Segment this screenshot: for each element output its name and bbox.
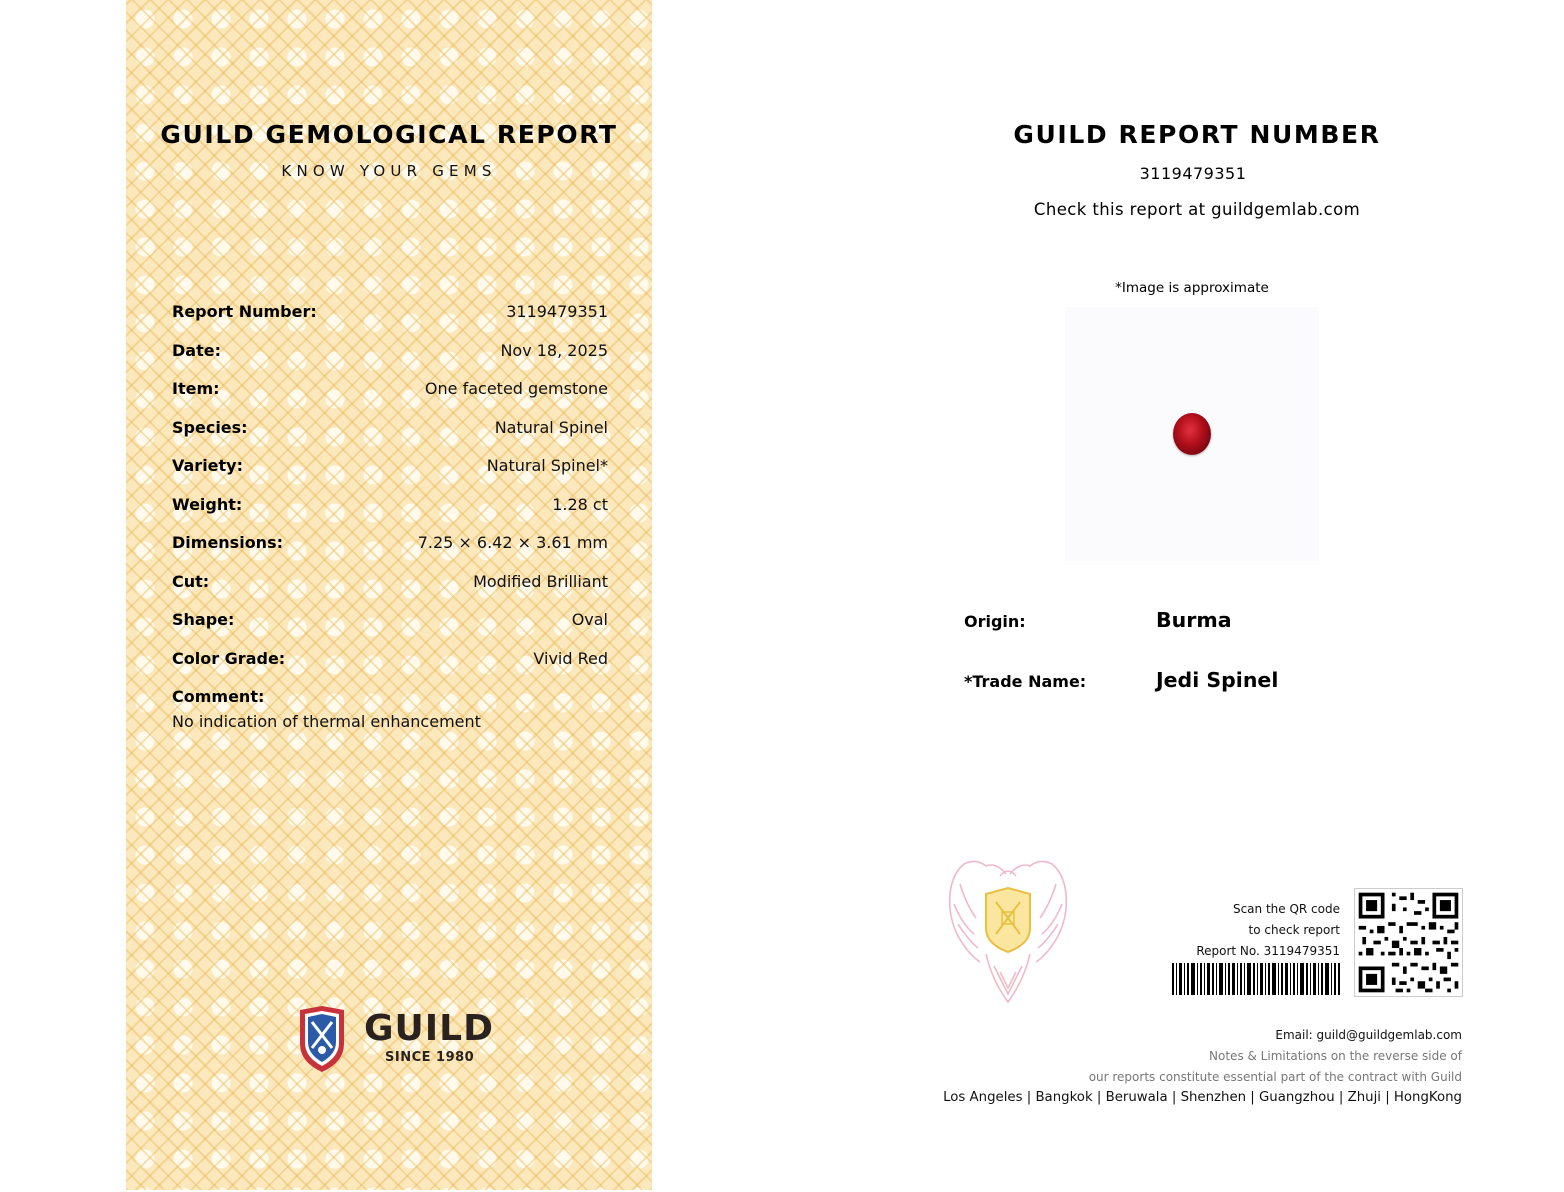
image-approximate-note: *Image is approximate (1115, 280, 1269, 296)
detail-row-dimensions (172, 533, 608, 572)
detail-row-weight (172, 495, 608, 534)
guild-shield-icon (296, 1004, 348, 1074)
report-number-title: GUILD REPORT NUMBER (1013, 120, 1381, 149)
report-subtitle: KNOW YOUR GEMS (281, 162, 497, 180)
detail-label: Cut: (172, 571, 210, 591)
origin-row (964, 608, 1364, 638)
detail-value: 7.25 × 6.42 × 3.61 mm (417, 533, 608, 552)
detail-value: Natural Spinel* (486, 456, 608, 475)
detail-row-item (172, 379, 608, 418)
detail-label: Variety: (172, 456, 244, 475)
office-cities: Los Angeles | Bangkok | Beruwala | Shenzhen | Guangzhou | Zhuji | HongKong (943, 1090, 1462, 1105)
comment-value: No indication of thermal enhancement (172, 712, 481, 731)
detail-row-species (172, 418, 608, 457)
trade-name-label: *Trade Name: (964, 672, 1087, 691)
detail-value: Oval (571, 610, 608, 629)
detail-row-date (172, 341, 608, 380)
detail-value: Vivid Red (533, 648, 608, 668)
detail-value: 3119479351 (506, 302, 608, 321)
origin-value: Burma (1156, 608, 1232, 632)
gem-image (1065, 307, 1319, 561)
detail-row-cut (172, 572, 608, 611)
detail-label: Dimensions: (172, 533, 283, 552)
detail-label: Weight: (172, 494, 243, 514)
gem-stone (1173, 413, 1211, 455)
detail-row-report-number (172, 302, 608, 341)
check-report-text: Check this report at guildgemlab.com (1033, 200, 1361, 219)
qr-report-number: Report No. 3119479351 (1196, 944, 1340, 958)
origin-label: Origin: (964, 612, 1026, 631)
detail-row-color-grade (172, 649, 608, 688)
detail-value: 1.28 ct (552, 494, 608, 514)
detail-value: One faceted gemstone (424, 379, 608, 398)
trade-name-value: Jedi Spinel (1156, 668, 1279, 692)
qr-caption-line1: Scan the QR code (1232, 902, 1340, 916)
eagle-crest-icon (946, 854, 1070, 1006)
detail-value: Natural Spinel (494, 417, 608, 437)
notes-line-2: our reports constitute essential part of the contract with Guild (1088, 1070, 1462, 1084)
detail-label: Shape: (172, 610, 235, 629)
report-title: GUILD GEMOLOGICAL REPORT (160, 120, 618, 149)
contact-email: Email: guild@guildgemlab.com (1275, 1028, 1462, 1042)
guild-logo (296, 1004, 496, 1076)
detail-value: Modified Brilliant (473, 571, 608, 591)
detail-label: Species: (172, 417, 248, 437)
report-left-panel (126, 0, 652, 1190)
detail-label: Date: (172, 340, 221, 360)
report-number-value: 3119479351 (1139, 164, 1247, 183)
trade-name-row (964, 668, 1364, 698)
notes-line-1: Notes & Limitations on the reverse side of (1209, 1049, 1462, 1063)
detail-label: Report Number: (172, 302, 317, 321)
detail-label: Item: (172, 379, 220, 398)
guild-logo-word: GUILD (364, 1008, 494, 1049)
comment-label: Comment: (172, 687, 265, 706)
detail-value: Nov 18, 2025 (500, 340, 608, 360)
detail-label: Color Grade: (172, 648, 286, 668)
qr-code-icon (1354, 888, 1463, 997)
barcode-icon (1172, 963, 1340, 995)
guild-logo-since: SINCE 1980 (385, 1050, 475, 1065)
detail-row-variety (172, 456, 608, 495)
report-details (172, 302, 608, 731)
qr-caption-line2: to check report (1248, 923, 1340, 937)
detail-row-shape (172, 610, 608, 649)
